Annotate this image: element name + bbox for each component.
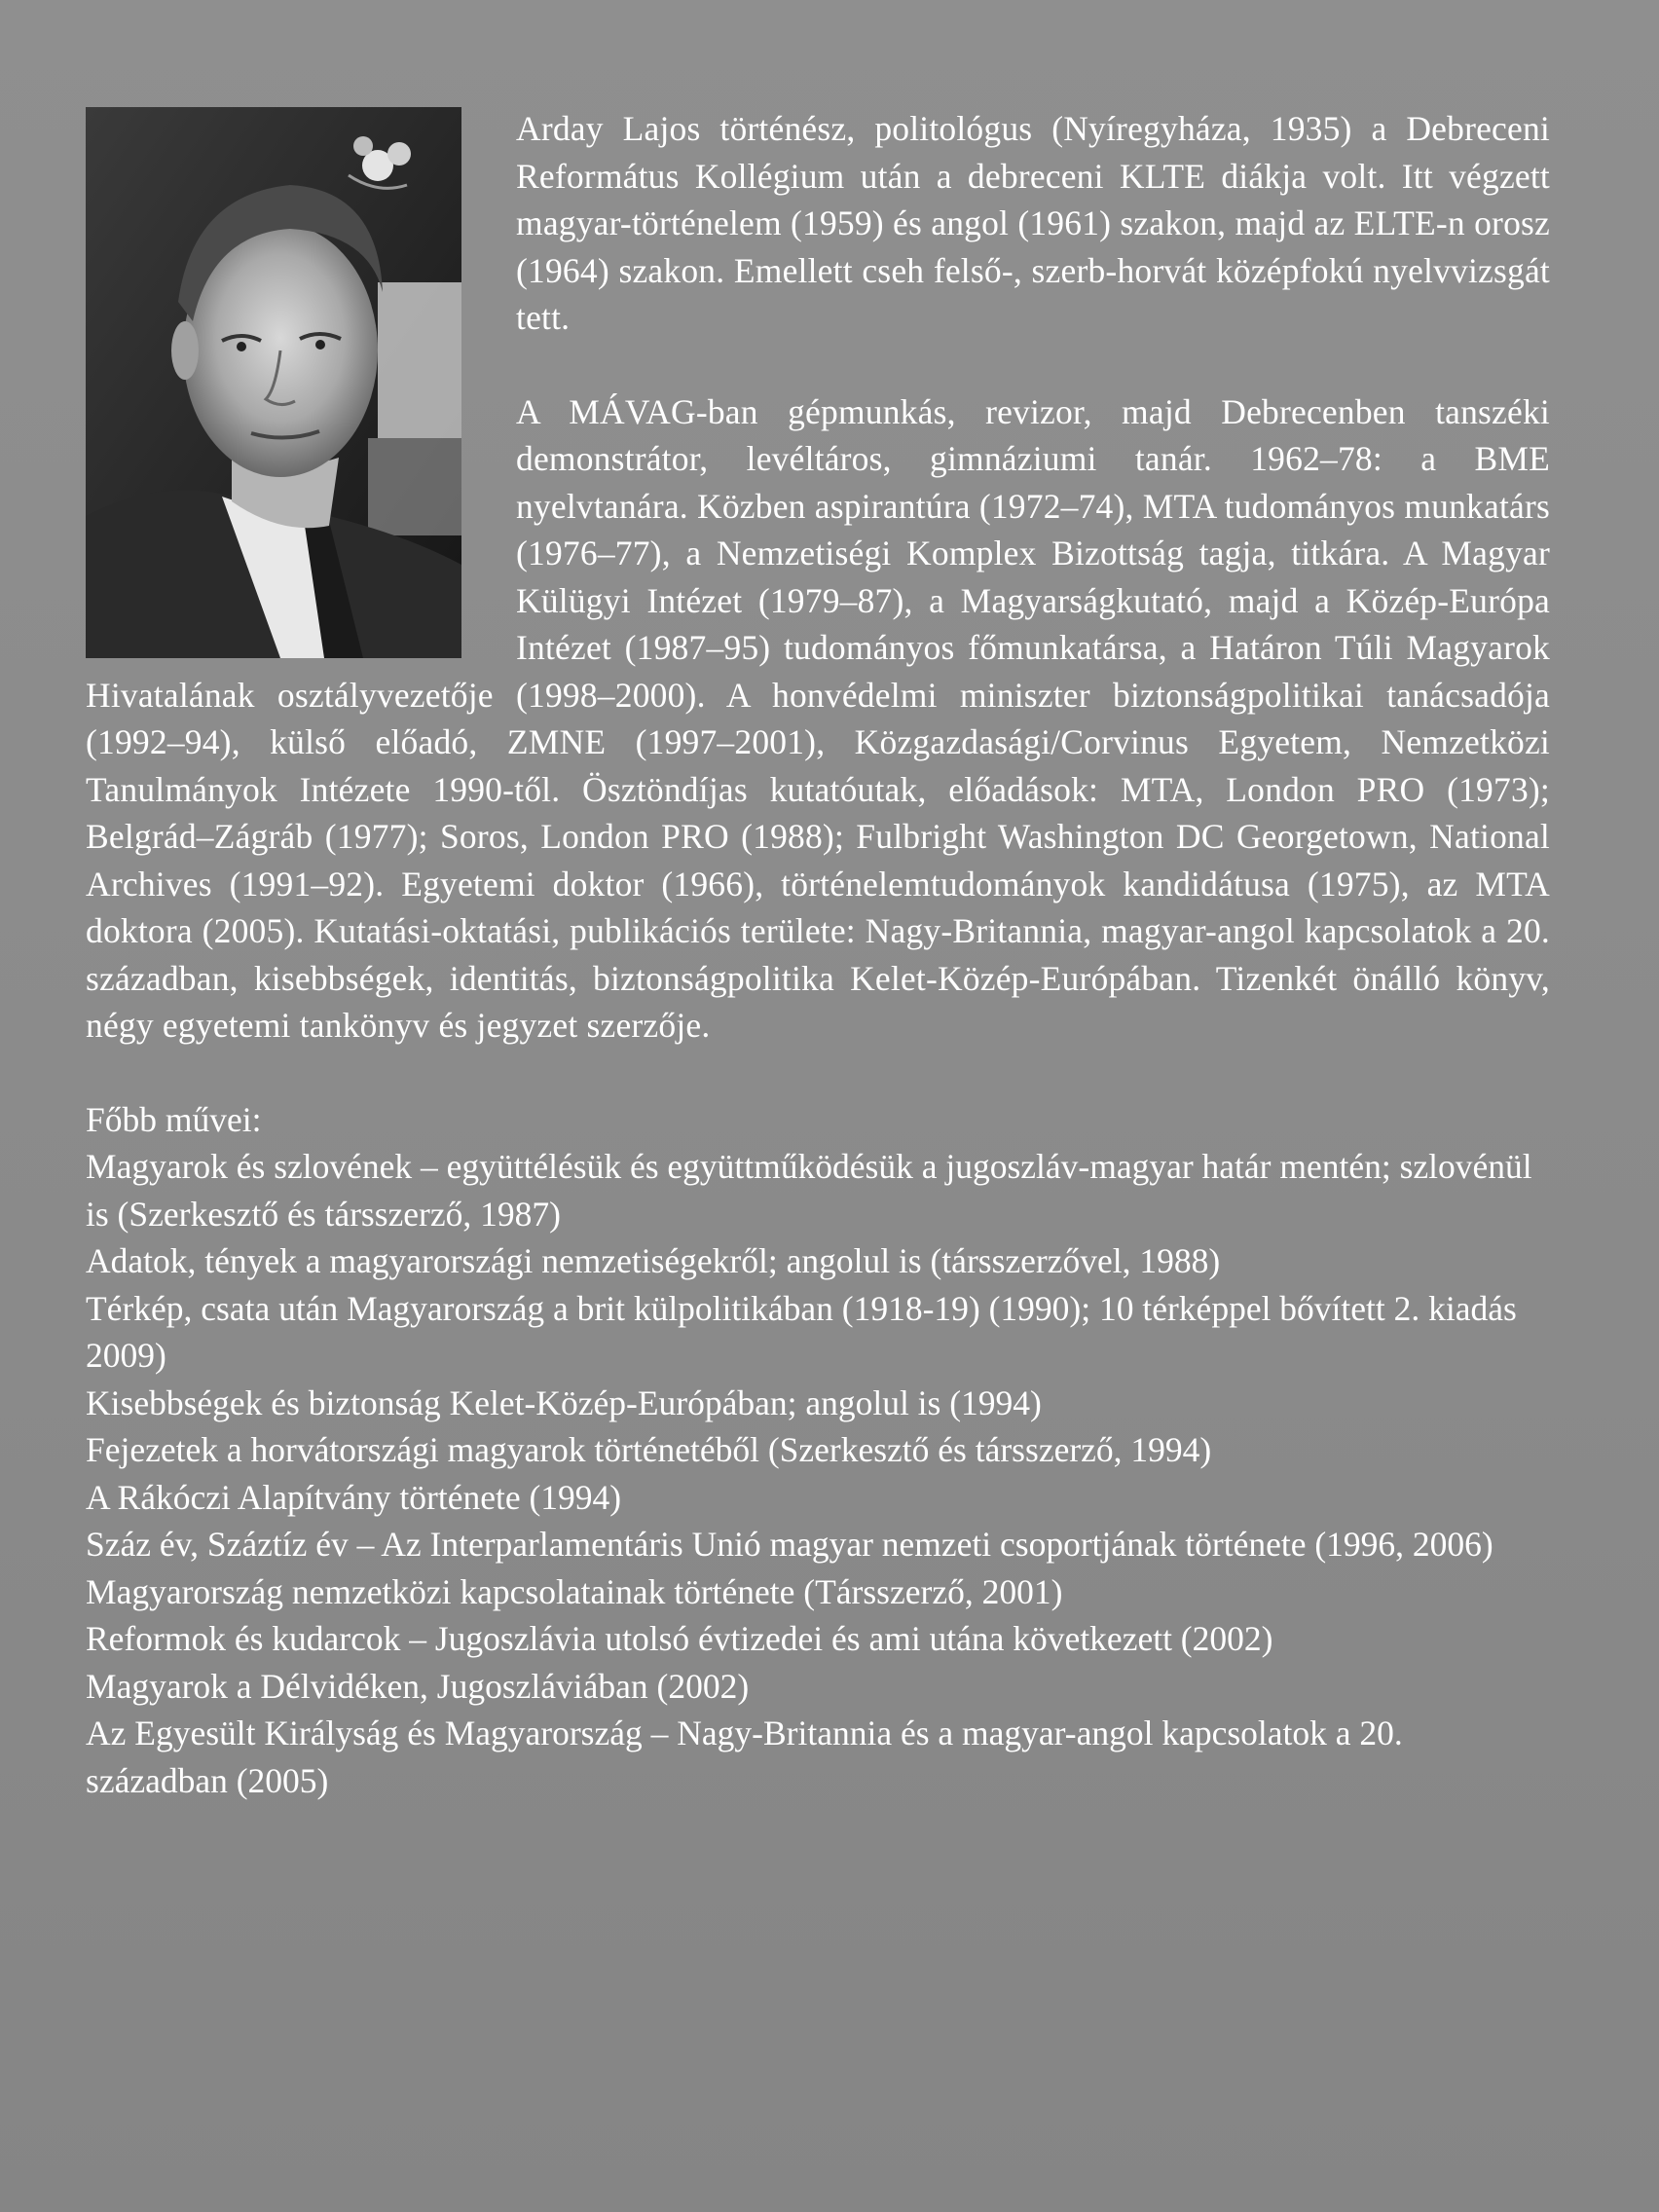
work-item: Száz év, Száztíz év – Az Interparlamentáris Unió magyar nemzeti csoportjának története (1996, 2006) <box>86 1525 1493 1564</box>
main-works-section <box>86 1096 1550 1805</box>
author-portrait <box>86 107 461 658</box>
main-works-list <box>86 1143 1550 1804</box>
bio-paragraph: A MÁVAG-ban gépmunkás, revizor, majd Debrecenben tanszéki demonstrátor, levéltáros, gimnáziumi tanár. 1962–78: a BME nyelvtanára. Közben aspirantúra (1972–74), MTA tudományos munkatárs (1976–77), a Nemzetiségi Komplex Bizottság tagja, titkára. A Magyar Külügyi Intézet (1979–87), a Magyarságkutató, majd a Közép-Európa Intézet (1987–95) tudományos főmunkatársa, a Határon Túli Magyarok Hivatalának osztályvezetője (1998–2000). A honvédelmi miniszter biztonságpolitikai tanácsadója (1992–94), külső előadó, ZMNE (1997–2001), Közgazdasági/Corvinus Egyetem, Nemzetközi Tanulmányok Intézete 1990-től. Ösztöndíjas kutatóutak, előadások: MTA, London PRO (1973); Belgrád–Zágráb (1977); Soros, London PRO (1988); Fulbright Washington DC Georgetown, National Archives (1991–92). Egyetemi doktor (1966), történelemtudományok kandidátusa (1975), az MTA doktora (2005). Kutatási-oktatási, publikációs területe: Nagy-Britannia, magyar-angol kapcsolatok a 20. században, kisebbségek, identitás, biztonságpolitika Kelet-Közép-Európában. Tizenkét önálló könyv, négy egyetemi tankönyv és jegyzet szerzője. <box>86 391 1550 1045</box>
work-item: Adatok, tények a magyarországi nemzetiségekről; angolul is (társszerzővel, 1988) <box>86 1241 1221 1280</box>
work-item: A Rákóczi Alapítvány története (1994) <box>86 1477 622 1517</box>
bio-paragraph: Arday Lajos történész, politológus (Nyíregyháza, 1935) a Debreceni Református Kollégium után a debreceni KLTE diákja volt. Itt végzett magyar-történelem (1959) és angol (1961) szakon, majd az ELTE-n orosz (1964) szakon. Emellett cseh felső-, szerb-horvát középfokú nyelvvizsgát tett. <box>516 109 1550 337</box>
work-item: Fejezetek a horvátországi magyarok történetéből (Szerkesztő és társszerző, 1994) <box>86 1430 1212 1469</box>
work-item: Magyarország nemzetközi kapcsolatainak története (Társszerző, 2001) <box>86 1571 1063 1611</box>
work-item: Magyarok a Délvidéken, Jugoszláviában (2002) <box>86 1666 750 1706</box>
work-item: Kisebbségek és biztonság Kelet-Közép-Európában; angolul is (1994) <box>86 1382 1042 1422</box>
work-item: Az Egyesült Királyság és Magyarország – Nagy-Britannia és a magyar-angol kapcsolatok a 20. században (2005) <box>86 1714 1403 1800</box>
author-portrait-image <box>86 107 461 658</box>
work-item: Reformok és kudarcok – Jugoszlávia utolsó évtizedei és ami utána következett (2002) <box>86 1619 1273 1658</box>
main-works-heading: Főbb művei: <box>86 1099 262 1139</box>
back-cover <box>86 105 1550 1804</box>
work-item: Magyarok és szlovének – együttélésük és együttműködésük a jugoszláv-magyar határ mentén; szlovénül is (Szerkesztő és társszerző, 1987) <box>86 1147 1532 1234</box>
work-item: Térkép, csata után Magyarország a brit külpolitikában (1918-19) (1990); 10 térképpel bővített 2. kiadás 2009) <box>86 1288 1517 1375</box>
